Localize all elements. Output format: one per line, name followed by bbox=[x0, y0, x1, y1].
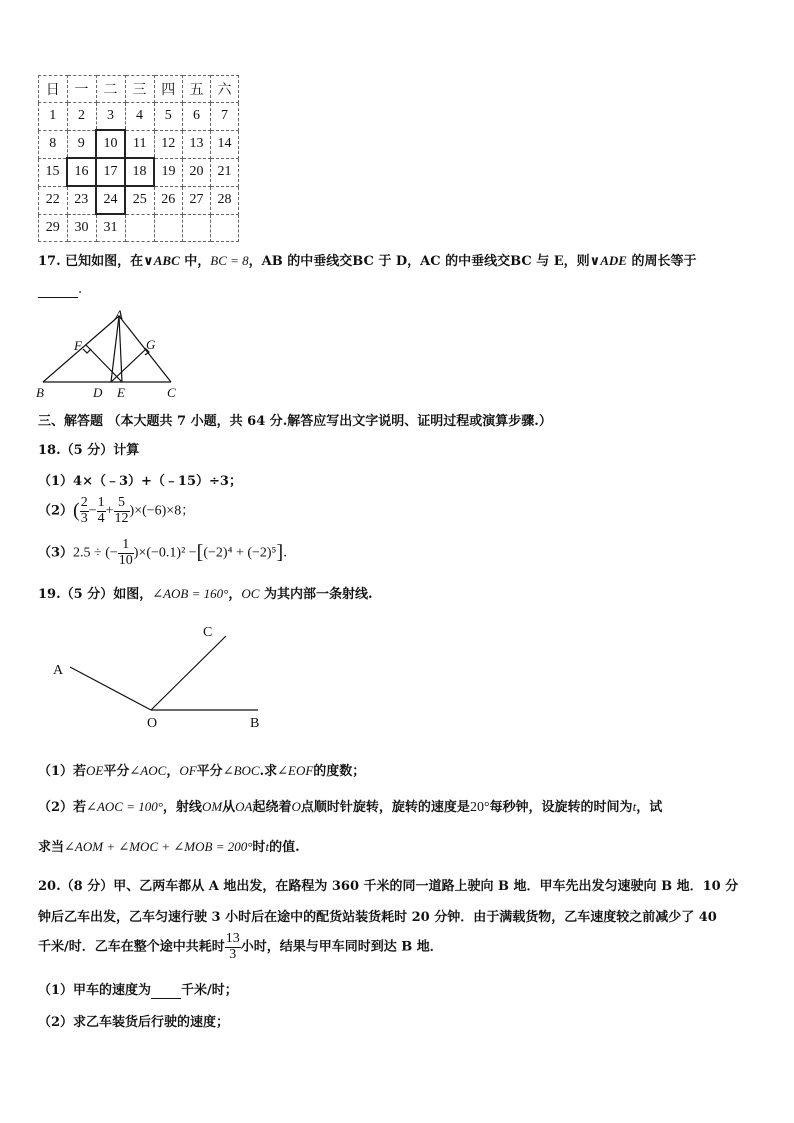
section-heading: 三、解答题 （本大题共 7 小题，共 64 分.解答应写出文字说明、证明过程或演算步骤.） bbox=[38, 414, 552, 429]
calendar-row bbox=[39, 103, 239, 131]
question-text: 从 bbox=[222, 800, 236, 815]
calendar-cell: 6 bbox=[183, 103, 211, 131]
math-of: OF bbox=[179, 763, 197, 778]
question-text: ，射线 bbox=[162, 800, 202, 815]
calendar-header: 五 bbox=[183, 76, 211, 103]
blank bbox=[38, 282, 78, 298]
math-oc: OC bbox=[241, 586, 260, 601]
label-f: F bbox=[74, 338, 82, 353]
operator: + bbox=[105, 503, 114, 519]
paren: ( bbox=[73, 499, 80, 522]
calendar-cell: 27 bbox=[183, 186, 211, 214]
period: . bbox=[283, 545, 288, 561]
question-text: 的值. bbox=[269, 840, 300, 855]
calendar-cell: 22 bbox=[39, 186, 68, 214]
answer-blank-17 bbox=[38, 282, 82, 298]
question-text: （1）若 bbox=[38, 764, 87, 779]
side-ac bbox=[119, 316, 171, 382]
math-bc: BC = 8 bbox=[210, 253, 249, 268]
label-b: B bbox=[250, 716, 260, 731]
question-text: （2）若 bbox=[38, 800, 87, 815]
calendar-cell: 11 bbox=[125, 130, 154, 158]
question-text: 为其内部一条射线. bbox=[259, 587, 373, 602]
expression: )×(−6)×8 bbox=[129, 503, 182, 519]
question-18-part-3 bbox=[38, 538, 287, 568]
question-20-part-1 bbox=[38, 979, 238, 999]
question-text: ，AB 的中垂线交BC 于 D，AC 的中垂线交BC 与 E，则 bbox=[248, 254, 590, 269]
calendar-cell: 13 bbox=[183, 130, 211, 158]
calendar-cell-boxed: 10 bbox=[96, 130, 125, 158]
question-text: 千米/时； bbox=[181, 983, 238, 998]
right-angle-mark-f bbox=[83, 349, 91, 353]
question-text: 时 bbox=[252, 840, 266, 855]
calendar-cell: 28 bbox=[211, 186, 239, 214]
question-text: （1）甲车的速度为 bbox=[38, 983, 152, 998]
fraction: $\frac{2}{3}$ bbox=[80, 495, 88, 526]
calendar-cell: 9 bbox=[67, 130, 96, 158]
fraction: $\frac{1}{10}$ bbox=[118, 537, 133, 568]
question-text: 点顺时针旋转，旋转的速度是 bbox=[300, 800, 470, 815]
math-equation: ∠AOM + ∠MOC + ∠MOB = 200° bbox=[64, 839, 253, 854]
triangle-abc: ∨ABC bbox=[143, 253, 180, 268]
math-boc: ∠BOC bbox=[222, 763, 260, 778]
part-label: （3） bbox=[38, 545, 74, 561]
triangle-figure bbox=[36, 308, 186, 400]
math-t: t bbox=[632, 799, 637, 814]
math-om: OM bbox=[201, 799, 223, 814]
calendar-cell: 19 bbox=[154, 158, 183, 186]
calendar-header: 一 bbox=[67, 76, 96, 103]
question-text: 平分 bbox=[103, 764, 130, 779]
bracket: [ bbox=[196, 541, 204, 564]
fraction: $\frac{1}{4}$ bbox=[97, 495, 105, 526]
calendar-row bbox=[39, 214, 239, 242]
question-text: 的周长等于 bbox=[626, 254, 697, 269]
math-aob: ∠AOB = 160° bbox=[152, 586, 229, 601]
label-d: D bbox=[93, 385, 103, 400]
expression: 2.5 ÷ (− bbox=[73, 545, 118, 561]
question-text: ， bbox=[228, 587, 242, 602]
calendar-header: 三 bbox=[125, 76, 154, 103]
blank bbox=[151, 983, 181, 999]
label-a: A bbox=[53, 663, 64, 678]
question-text: ， bbox=[166, 764, 180, 779]
question-18-title: 18.（5 分）计算 bbox=[38, 443, 140, 458]
calendar-row bbox=[39, 186, 239, 214]
math-speed: 20° bbox=[469, 800, 490, 815]
label-b: B bbox=[36, 385, 44, 400]
expression: (−2)⁴ + (−2)⁵ bbox=[203, 545, 277, 561]
calendar-cell bbox=[154, 214, 183, 242]
question-text: ，试 bbox=[636, 800, 663, 815]
calendar-row bbox=[39, 158, 239, 186]
calendar-cell: 4 bbox=[125, 103, 154, 131]
math-o: O bbox=[291, 799, 301, 814]
calendar-header: 日 bbox=[39, 76, 68, 103]
question-text: 19.（5 分）如图， bbox=[38, 587, 153, 602]
label-c: C bbox=[167, 385, 176, 400]
label-e: E bbox=[117, 385, 125, 400]
calendar-cell-boxed: 16 bbox=[67, 158, 96, 186]
fraction: $\frac{13}{3}$ bbox=[225, 931, 240, 962]
question-text: 的度数； bbox=[313, 764, 366, 779]
math-oa: OA bbox=[235, 799, 253, 814]
question-text: 小时，结果与甲车同时到达 B 地． bbox=[240, 939, 443, 955]
calendar-header-row bbox=[39, 76, 239, 103]
calendar-cell: 30 bbox=[67, 214, 96, 242]
question-text: 起绕着 bbox=[252, 800, 292, 815]
question-17 bbox=[38, 250, 697, 269]
calendar-cell: 31 bbox=[96, 214, 125, 242]
calendar-header: 六 bbox=[211, 76, 239, 103]
calendar-cell: 1 bbox=[39, 103, 68, 131]
question-20-line-2: 钟后乙车出发，乙车匀速行驶 3 小时后在途中的配货站装货耗时 20 分钟．由于满载货物，乙车速度较之前减少了 40 bbox=[38, 910, 717, 925]
calendar-cell: 23 bbox=[67, 186, 96, 214]
calendar-cell: 2 bbox=[67, 103, 96, 131]
period: . bbox=[78, 282, 83, 297]
question-18-part-1: （1）4×（﹣3）+（﹣15）÷3； bbox=[38, 474, 242, 489]
math-eof: ∠EOF bbox=[277, 763, 314, 778]
question-text: .求 bbox=[259, 764, 278, 779]
calendar-cell: 12 bbox=[154, 130, 183, 158]
calendar-cell-boxed: 17 bbox=[96, 158, 125, 186]
perpendicular-ge bbox=[111, 349, 146, 382]
bracket: ] bbox=[276, 541, 284, 564]
calendar-table bbox=[38, 75, 239, 242]
question-text: 已知如图，在 bbox=[65, 254, 144, 269]
question-19-part-2-line-1 bbox=[38, 796, 662, 816]
calendar-cell: 14 bbox=[211, 130, 239, 158]
math-t: t bbox=[265, 839, 270, 854]
calendar-cell bbox=[211, 214, 239, 242]
triangle-ade: ∨ADE bbox=[589, 253, 627, 268]
question-text: 千米/时．乙车在整个途中共耗时 bbox=[38, 939, 225, 955]
ray-oa bbox=[70, 667, 151, 710]
question-20-line-3 bbox=[38, 932, 443, 962]
operator: − bbox=[88, 503, 97, 519]
angle-figure bbox=[48, 620, 278, 735]
ray-oc bbox=[151, 636, 226, 710]
calendar-cell: 20 bbox=[183, 158, 211, 186]
calendar-row bbox=[39, 130, 239, 158]
calendar-cell bbox=[125, 214, 154, 242]
calendar-cell-boxed: 18 bbox=[125, 158, 154, 186]
calendar-cell: 3 bbox=[96, 103, 125, 131]
calendar-header: 四 bbox=[154, 76, 183, 103]
math-aoc-100: ∠AOC = 100° bbox=[86, 799, 163, 814]
calendar-cell: 8 bbox=[39, 130, 68, 158]
calendar-cell: 21 bbox=[211, 158, 239, 186]
question-text: 求当 bbox=[38, 840, 65, 855]
question-19-title bbox=[38, 583, 372, 602]
question-19-part-1 bbox=[38, 760, 365, 779]
expression: )×(−0.1)² − bbox=[133, 545, 197, 561]
question-19-part-2-line-2 bbox=[38, 836, 300, 855]
question-18-part-2 bbox=[38, 496, 194, 526]
calendar-cell-boxed: 24 bbox=[96, 186, 125, 214]
math-oe: OE bbox=[86, 763, 104, 778]
calendar-cell: 5 bbox=[154, 103, 183, 131]
label-c: C bbox=[203, 625, 213, 640]
question-text: 中， bbox=[179, 254, 211, 269]
label-g: G bbox=[146, 337, 156, 352]
question-20-part-2: （2）求乙车装货后行驶的速度； bbox=[38, 1015, 230, 1030]
question-number: 17. bbox=[38, 254, 66, 269]
calendar-cell bbox=[183, 214, 211, 242]
semicolon: ； bbox=[181, 503, 195, 519]
calendar-cell: 26 bbox=[154, 186, 183, 214]
question-text: 每秒钟，设旋转的时间为 bbox=[489, 800, 633, 815]
calendar-cell: 15 bbox=[39, 158, 68, 186]
part-label: （2） bbox=[38, 503, 74, 519]
calendar-cell: 25 bbox=[125, 186, 154, 214]
question-text: 平分 bbox=[196, 764, 223, 779]
math-aoc: ∠AOC bbox=[129, 763, 167, 778]
label-o: O bbox=[147, 716, 158, 731]
calendar-cell: 29 bbox=[39, 214, 68, 242]
question-20-line-1: 20.（8 分）甲、乙两车都从 A 地出发，在路程为 360 千米的同一道路上驶向 B 地．甲车先出发匀速驶向 B 地．10 分 bbox=[38, 879, 739, 894]
label-a: A bbox=[115, 308, 123, 322]
fraction: $\frac{5}{12}$ bbox=[114, 495, 129, 526]
calendar-header: 二 bbox=[96, 76, 125, 103]
calendar-cell: 7 bbox=[211, 103, 239, 131]
